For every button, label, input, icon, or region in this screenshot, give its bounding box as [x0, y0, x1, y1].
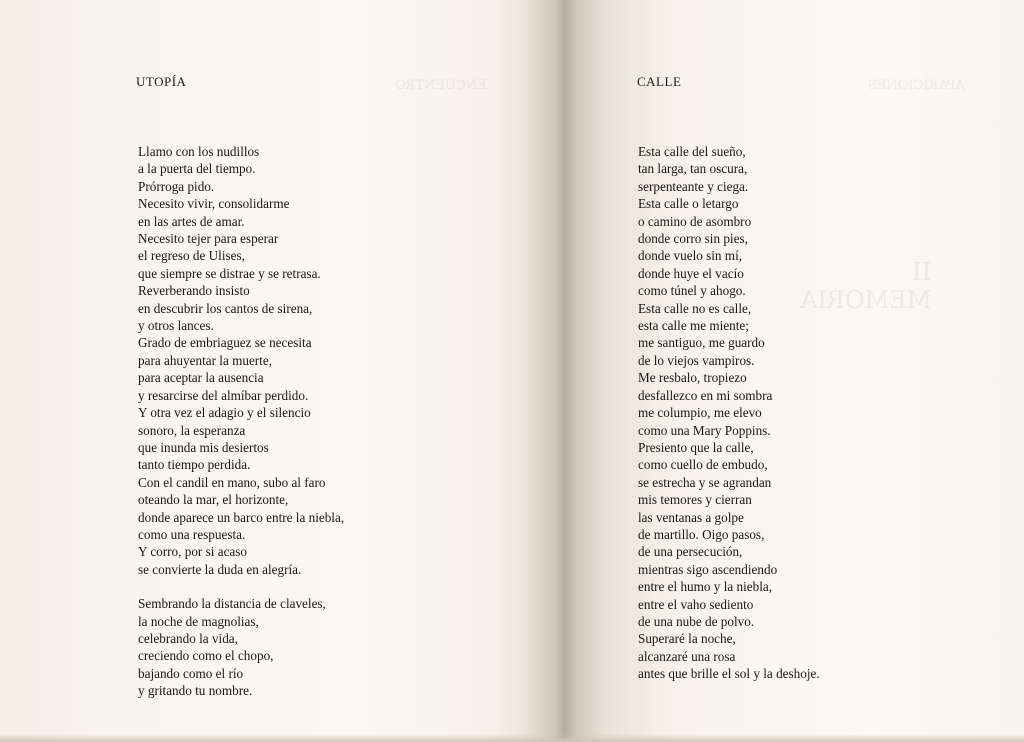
poem-line: alcanzaré una rosa	[638, 648, 736, 664]
poem-line: Esta calle no es calle,	[638, 300, 752, 316]
poem-line: creciendo como el chopo,	[138, 648, 274, 664]
poem-line: la noche de magnolias,	[138, 613, 259, 629]
poem-line: Esta calle o letargo	[638, 196, 739, 212]
poem-line: para ahuyentar la muerte,	[138, 352, 272, 368]
poem-line: donde aparece un barco entre la niebla,	[138, 509, 345, 525]
poem-line: Grado de embriaguez se necesita	[138, 335, 312, 351]
poem-line: para aceptar la ausencia	[138, 370, 264, 386]
poem-line: esta calle me miente;	[638, 318, 749, 334]
poem-line: Esta calle del sueño,	[638, 144, 746, 159]
poem-line: desfallezco en mi sombra	[638, 387, 773, 403]
poem-line: en las artes de amar.	[138, 213, 245, 229]
poem-line: de una persecución,	[638, 544, 743, 560]
poem-line: Me resbalo, tropiezo	[638, 370, 747, 386]
poem-line: Necesito vivir, consolidarme	[138, 196, 290, 212]
poem-line: Superaré la noche,	[638, 631, 736, 647]
poem-line: las ventanas a golpe	[638, 509, 744, 525]
poem-line: en descubrir los cantos de sirena,	[138, 300, 313, 316]
poem-line: Y corro, por si acaso	[138, 544, 248, 560]
bleed-through-text: APARICIONES	[868, 78, 965, 93]
poem-line: me columpio, me elevo	[638, 405, 762, 421]
poem-line: Y otra vez el adagio y el silencio	[138, 405, 311, 421]
poem-line: Sembrando la distancia de claveles,	[138, 596, 326, 612]
poem-line: y resarcirse del almíbar perdido.	[138, 387, 309, 403]
poem-line: de una nube de polvo.	[638, 613, 755, 629]
poem-line: se convierte la duda en alegría.	[138, 561, 302, 577]
poem-line: antes que brille el sol y la deshoje.	[638, 666, 820, 682]
poem-line: entre el vaho sediento	[638, 596, 754, 612]
poem-line: tanto tiempo perdida.	[138, 457, 251, 473]
poem-line: bajando como el río	[138, 665, 244, 681]
poem-line: a la puerta del tiempo.	[138, 161, 256, 177]
poem-text	[138, 143, 344, 700]
poem-line: tan larga, tan oscura,	[638, 161, 748, 177]
poem-line: que inunda mis desiertos	[138, 439, 269, 455]
poem-title: UTOPÍA	[136, 74, 187, 89]
poem-line: Presiento que la calle,	[638, 439, 754, 455]
page-bottom-edge	[0, 734, 1024, 742]
poem-line: como una respuesta.	[138, 526, 246, 542]
poem-line: me santiguo, me guardo	[638, 335, 765, 351]
poem-line: de lo viejos vampiros.	[638, 352, 755, 368]
poem-line: Llamo con los nudillos	[138, 144, 260, 159]
poem-line: Prórroga pido.	[138, 178, 215, 194]
poem-line: celebrando la vida,	[138, 630, 238, 646]
poem-line: Reverberando insisto	[138, 283, 250, 299]
poem-line: como túnel y ahogo.	[638, 283, 746, 299]
poem-line: Con el candil en mano, subo al faro	[138, 474, 326, 490]
poem-line: donde huye el vacío	[638, 265, 744, 281]
poem-line: sonoro, la esperanza	[138, 422, 246, 438]
poem-line: como una Mary Poppins.	[638, 422, 771, 438]
poem-line: serpenteante y ciega.	[638, 178, 749, 194]
poem-line: mis temores y cierran	[638, 492, 752, 508]
poem-line: como cuello de embudo,	[638, 457, 768, 473]
poem-line: de martillo. Oigo pasos,	[638, 526, 765, 542]
poem-line: donde corro sin pies,	[638, 231, 748, 247]
poem-line: el regreso de Ulises,	[138, 248, 245, 264]
poem-line: entre el humo y la niebla,	[638, 579, 773, 595]
poem-line: donde vuelo sin mí,	[638, 248, 743, 264]
poem-line: o camino de asombro	[638, 213, 752, 229]
poem-line: mientras sigo ascendiendo	[638, 561, 778, 577]
poem-line: y otros lances.	[138, 318, 214, 334]
poem-line: y gritando tu nombre.	[138, 683, 253, 699]
poem-line: que siempre se distrae y se retrasa.	[138, 265, 321, 281]
poem-text	[638, 143, 820, 683]
poem-line: se estrecha y se agrandan	[638, 474, 772, 490]
poem-line: oteando la mar, el horizonte,	[138, 492, 289, 508]
bleed-through-text: II MEMORIA	[800, 258, 932, 314]
poem-title: CALLE	[637, 74, 682, 89]
poem-line: Necesito tejer para esperar	[138, 231, 279, 247]
bleed-through-text: ENCUENTRO	[395, 78, 487, 93]
book-gutter	[520, 0, 600, 742]
